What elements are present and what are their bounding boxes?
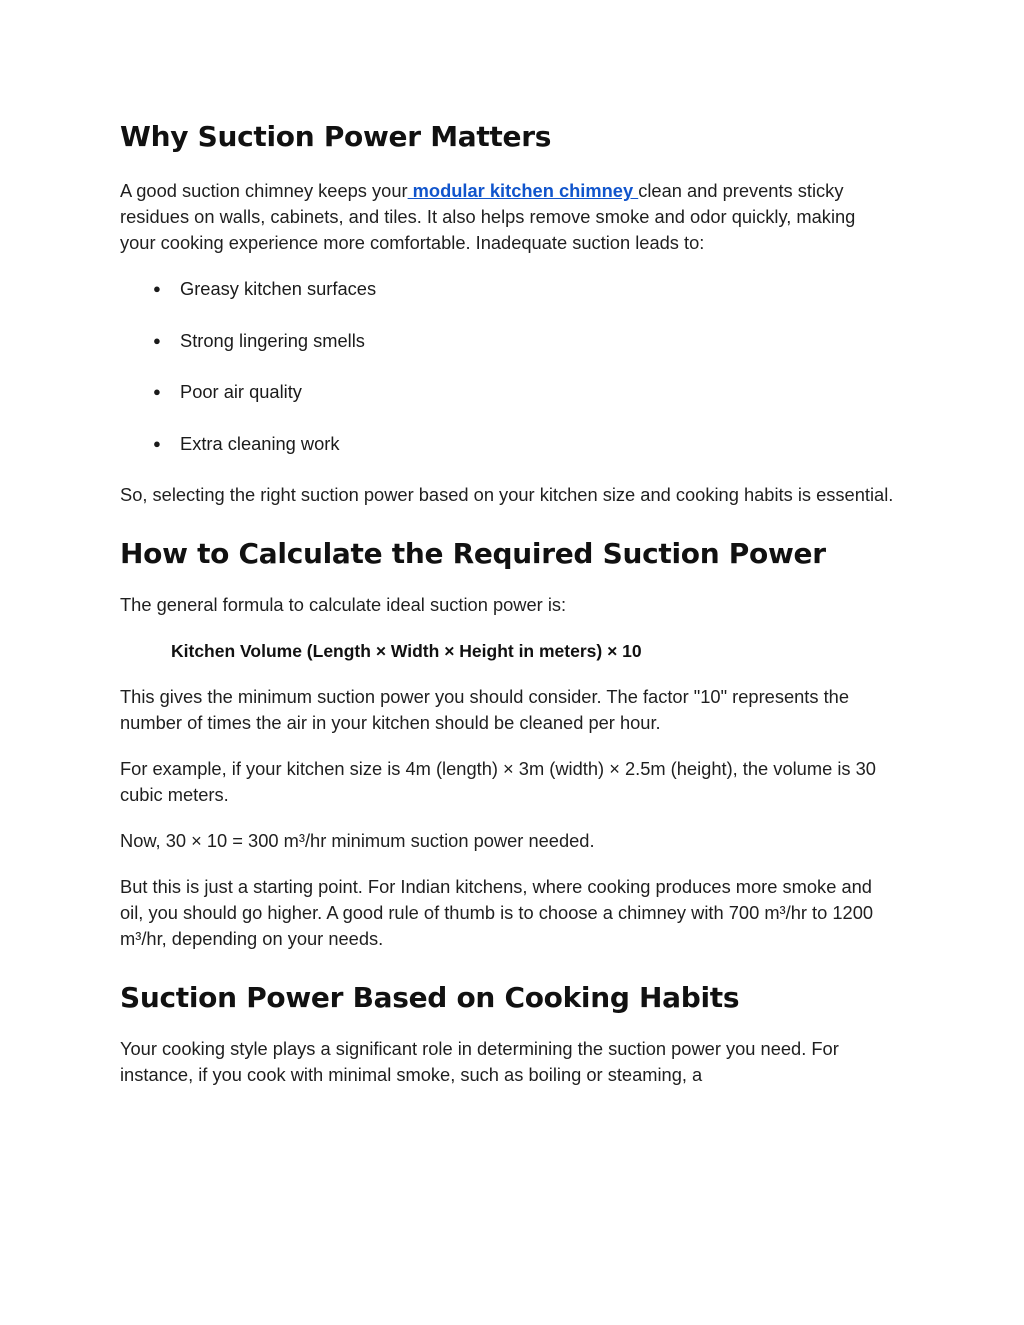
list-item-text: Extra cleaning work	[180, 432, 340, 454]
list-item-text: Greasy kitchen surfaces	[180, 278, 377, 299]
list-item	[120, 431, 895, 457]
minimum-suction-paragraph: This gives the minimum suction power you should consider. The factor "10" represents the number of times the air in your kitchen should be cleaned per hour.	[120, 686, 850, 733]
formula-text: Kitchen Volume (Length × Width × Height in meters) × 10	[171, 641, 642, 661]
indian-kitchens-paragraph: But this is just a starting point. For Indian kitchens, where cooking produces more smoke and oil, you should go higher. A good rule of thumb is to choose a chimney with 700 m³/hr to 1200 m³/hr, depending on your needs.	[120, 876, 874, 949]
bullet-icon: ●	[153, 384, 161, 399]
calculation-paragraph: Now, 30 × 10 = 300 m³/hr minimum suction power needed.	[120, 830, 595, 851]
section-heading-cooking-habits: Suction Power Based on Cooking Habits	[120, 981, 740, 1014]
example-paragraph: For example, if your kitchen size is 4m (length) × 3m (width) × 2.5m (height), the volume is 30 cubic meters.	[120, 758, 876, 805]
list-item	[120, 328, 895, 354]
list-item-text: Poor air quality	[180, 381, 302, 402]
modular-kitchen-chimney-link[interactable]: modular kitchen chimney	[407, 180, 639, 201]
intro-text-after-link: clean and prevents sticky residues on walls, cabinets, and tiles. It also helps remove smoke and odor quickly, making your cooking experience more comfortable. Inadequate suction leads to:	[120, 180, 856, 253]
intro-paragraph	[120, 178, 895, 256]
section-heading-why-suction: Why Suction Power Matters	[120, 120, 552, 153]
issues-list	[120, 276, 895, 457]
formula-intro-paragraph: The general formula to calculate ideal suction power is:	[120, 594, 567, 615]
bullet-icon: ●	[153, 435, 161, 451]
list-item	[120, 379, 895, 405]
bullet-icon: ●	[153, 281, 161, 296]
bullet-icon: ●	[153, 332, 161, 348]
list-item	[120, 276, 895, 302]
intro-text-before-link: A good suction chimney keeps your	[120, 180, 408, 201]
conclusion-paragraph: So, selecting the right suction power based on your kitchen size and cooking habits is essential.	[120, 484, 894, 505]
cooking-style-paragraph: Your cooking style plays a significant role in determining the suction power you need. For instance, if you cook with minimal smoke, such as boiling or steaming, a	[120, 1038, 839, 1085]
list-item-text: Strong lingering smells	[180, 329, 365, 351]
section-heading-calculate: How to Calculate the Required Suction Power	[120, 537, 826, 570]
document-page	[120, 0, 895, 1088]
